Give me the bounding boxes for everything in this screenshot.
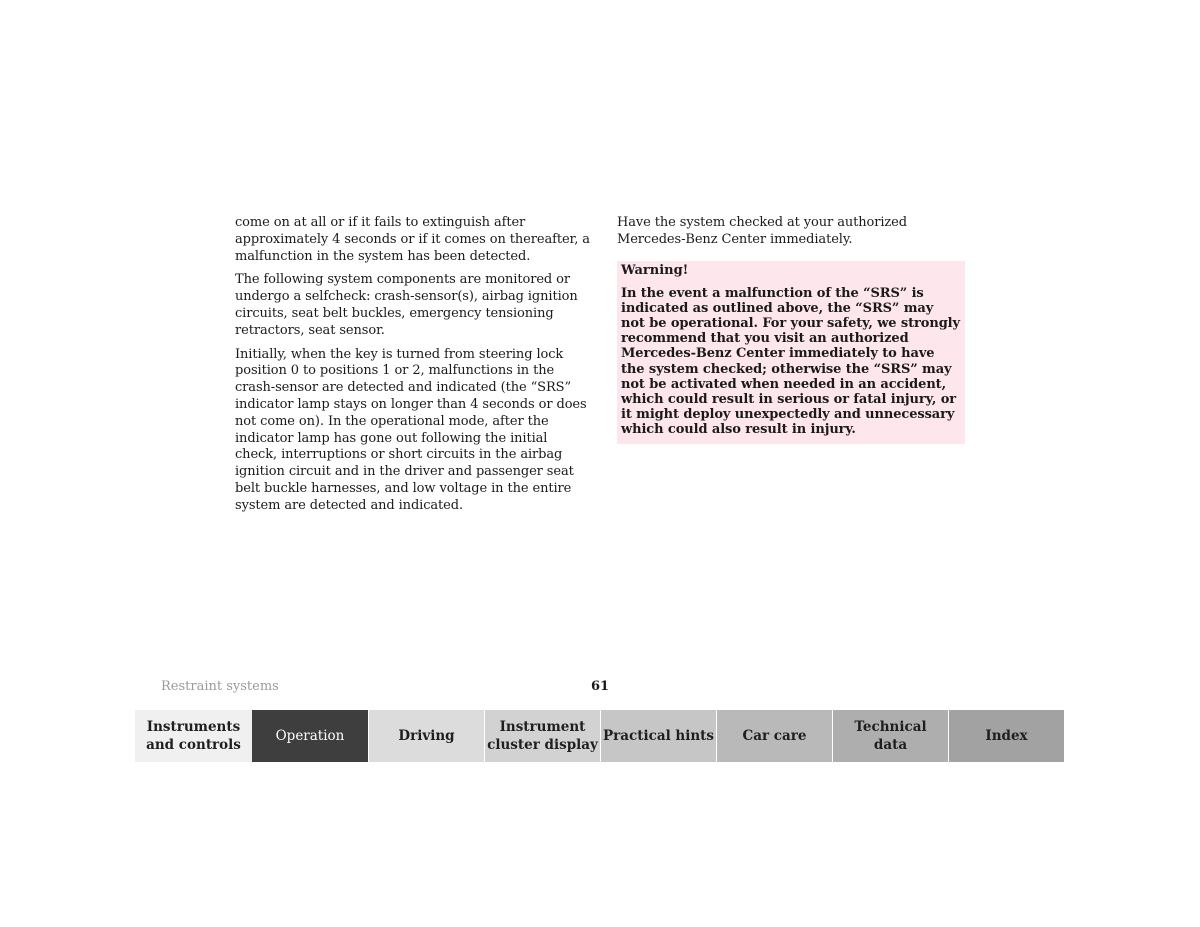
tab-label: Operation: [275, 728, 345, 744]
tab-technical-data[interactable]: [832, 710, 948, 762]
intro-paragraph: Have the system checked at your authorized Mercedes-Benz Center immediately.: [617, 215, 907, 247]
tab-index[interactable]: [948, 710, 1064, 762]
chapter-navigation: [135, 710, 1064, 762]
body-paragraph: Initially, when the key is turned from steering lock position 0 to positions 1 or 2, malfunctions in the crash-sensor are detected and indicated (the “SRS” indicator lamp stays on longer than 4 seconds or does not come on). In the operational mode, after the indicator lamp has gone out following the initial check, interruptions or short circuits in the airbag ignition circuit and in the driver and passenger seat belt buckle harnesses, and low voltage in the entire system are detected and indicated.: [235, 346, 587, 513]
tab-label: Technical data: [854, 719, 927, 753]
warning-box: [617, 261, 965, 444]
tab-operation[interactable]: [252, 710, 368, 762]
warning-title: Warning!: [621, 262, 689, 278]
section-title: Restraint systems: [161, 679, 279, 694]
tab-driving[interactable]: [368, 710, 484, 762]
tab-label: Instruments and controls: [146, 719, 241, 753]
tab-practical-hints[interactable]: [600, 710, 716, 762]
tab-label: Practical hints: [603, 728, 714, 744]
right-column: [617, 215, 965, 444]
body-paragraph: come on at all or if it fails to extinguish after approximately 4 seconds or if it comes on thereafter, a malfunction in the system has been detected.: [235, 215, 590, 264]
warning-text: In the event a malfunction of the “SRS” is indicated as outlined above, the “SRS” may not be operational. For your safety, we strongly recommend that you visit an authorized Mercedes-Benz Center immediately to have the system checked; otherwise the “SRS” may not be activated when needed in an accident, which could result in serious or fatal injury, or it might deploy unexpectedly and unnecessary which could also result in injury.: [621, 285, 960, 438]
page-number: 61: [591, 679, 610, 694]
tab-instrument-cluster-display[interactable]: [484, 710, 600, 762]
tab-instruments-and-controls[interactable]: [135, 710, 252, 762]
tab-label: Car care: [742, 728, 807, 744]
tab-car-care[interactable]: [716, 710, 832, 762]
tab-label: Driving: [398, 728, 455, 744]
left-column: [235, 215, 590, 522]
tab-label: Instrument cluster display: [487, 719, 598, 753]
tab-label: Index: [985, 728, 1028, 744]
body-paragraph: The following system components are monitored or undergo a selfcheck: crash-sensor(s), airbag ignition circuits, seat belt buckles, emergency tensioning retractors, seat sensor.: [235, 272, 578, 338]
